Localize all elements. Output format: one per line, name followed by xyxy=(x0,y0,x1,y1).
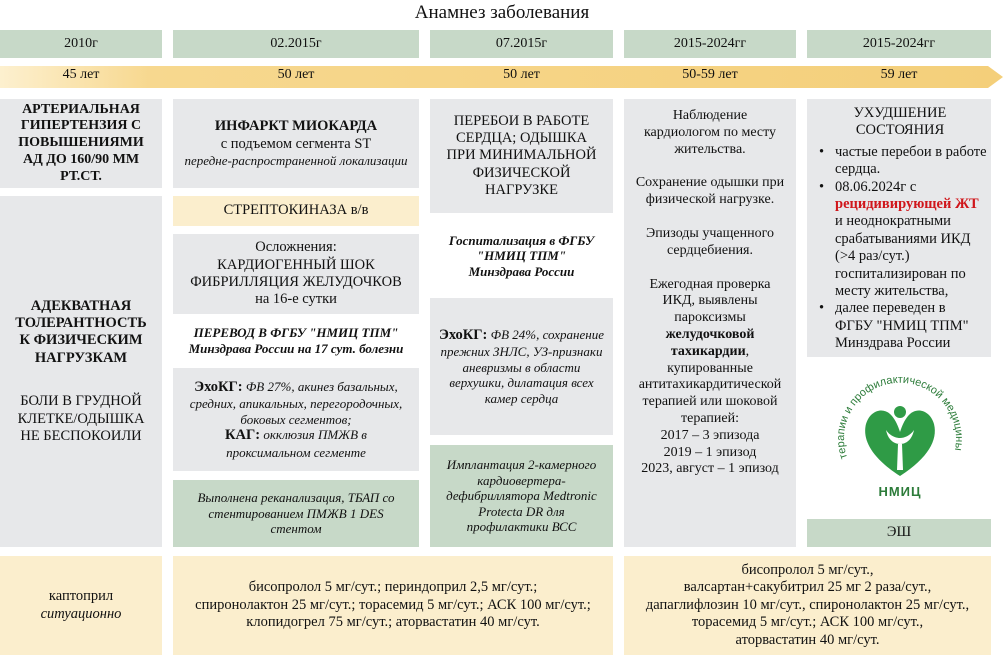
worsening-box xyxy=(807,99,991,357)
therapy-3-line3: дапаглифлозин 10 мг/сут., спиронолактон 25 мг/сут., xyxy=(645,596,970,613)
period-header-4: 2015-2024гг xyxy=(624,30,796,58)
complications-head: Осложнения: xyxy=(255,239,337,256)
mi-localization: передне-распространенной локализации xyxy=(184,153,408,169)
therapy-3-line2: валсартан+сакубитрил 25 мг 2 раза/сут., xyxy=(683,579,932,596)
worsening-item-1: • частые перебои в работе сердца. xyxy=(813,144,987,179)
recanalization-text: Выполнена реканализация, ТБАП со стентированием ПМЖВ 1 DES стентом xyxy=(197,490,395,537)
echo-box-2 xyxy=(430,298,613,435)
followup-p4: Ежегодная проверка ИКД, выявлены пароксизмы желудочковой тахикардии, купированные антитахикардитической терапией или шоковой терапией: xyxy=(638,276,782,426)
echo-kag-box-1 xyxy=(173,368,419,471)
age-label-1: 45 лет xyxy=(62,67,100,82)
episode-2023: 2023, август – 1 эпизод xyxy=(641,461,779,477)
echo-text-2: ФВ 24%, сохранение прежних ЗНЛС, УЗ-признаки аневризмы в области верхушки, дилатация всех камер сердца xyxy=(440,326,604,406)
page-title: Анамнез заболевания xyxy=(414,2,590,23)
complication-day: на 16-е сутки xyxy=(255,291,337,308)
mi-box xyxy=(173,99,419,188)
nmic-logo xyxy=(826,364,974,512)
worsening-list xyxy=(813,144,987,353)
icd-box xyxy=(430,445,613,547)
echo-label-1: ЭхоКГ: xyxy=(194,378,243,395)
streptokinase-box xyxy=(173,196,419,226)
therapy-2-line1: бисопролол 5 мг/сут.; периндоприл 2,5 мг/сут.; xyxy=(248,579,538,596)
streptokinase-text: СТРЕПТОКИНАЗА в/в xyxy=(223,202,369,219)
symptoms-text: ПЕРЕБОИ В РАБОТЕ СЕРДЦА; ОДЫШКА ПРИ МИНИМАЛЬНОЙ ФИЗИЧЕСКОЙ НАГРУЗКЕ xyxy=(446,112,597,199)
worsening-item-3: • далее переведен в ФГБУ "НМИЦ ТПМ" Минздрава России xyxy=(813,300,987,352)
logo-abbr: НМИЦ xyxy=(878,484,922,499)
hypertension-box xyxy=(0,99,162,188)
worsening-title: УХУДШЕНИЕ СОСТОЯНИЯ xyxy=(853,105,947,139)
therapy-box-2 xyxy=(173,556,613,655)
mi-title: ИНФАРКТ МИОКАРДА xyxy=(214,118,378,135)
transfer-box xyxy=(173,319,419,363)
period-header-5: 2015-2024гг xyxy=(807,30,991,58)
complication-vf: ФИБРИЛЛЯЦИЯ ЖЕЛУДОЧКОВ xyxy=(190,274,402,290)
therapy-2-line3: клопидогрел 75 мг/сут.; аторвастатин 40 мг/сут. xyxy=(246,614,540,631)
tolerance-box xyxy=(0,196,162,547)
followup-p2: Сохранение одышки при физической нагрузке. xyxy=(635,175,785,208)
recanalization-box xyxy=(173,480,419,547)
age-label-2: 50 лет xyxy=(277,67,315,82)
hypertension-text: АРТЕРИАЛЬНАЯ ГИПЕРТЕНЗИЯ С ПОВЫШЕНИЯМИ АД ДО 160/90 ММ РТ.СТ. xyxy=(18,101,144,184)
worsening-item-2: • 08.06.2024г с рецидивирующей ЖТ и неоднократными срабатываниями ИКД (>4 раз/сут.) госпитализирован по месту жительства, xyxy=(813,179,987,301)
mi-subtitle: с подъемом сегмента ST xyxy=(220,135,372,152)
tolerance-text: АДЕКВАТНАЯ ТОЛЕРАНТНОСТЬ К ФИЗИЧЕСКИМ НАГРУЗКАМ xyxy=(15,297,147,366)
age-label-4: 50-59 лет xyxy=(682,67,738,82)
kag-text: окклюзия ПМЖВ в проксимальном сегменте xyxy=(226,427,367,460)
complaints-text: БОЛИ В ГРУДНОЙ КЛЕТКЕ/ОДЫШКА НЕ БЕСПОКОИЛИ xyxy=(17,393,145,444)
age-label-3: 50 лет xyxy=(503,67,540,82)
esh-text: ЭШ xyxy=(886,524,912,541)
echo-text-1: ФВ 27%, акинез базальных, средних, апикальных, перегородочных, боковых сегментов; xyxy=(189,378,403,427)
episode-2017: 2017 – 3 эпизода xyxy=(660,427,760,443)
therapy-1-line1: каптоприл xyxy=(48,588,114,605)
followup-box xyxy=(624,99,796,547)
period-header-2: 02.2015г xyxy=(173,30,419,58)
followup-p3: Эпизоды учащенного сердцебиения. xyxy=(646,225,774,258)
hospitalization-box xyxy=(430,225,613,287)
age-label-5: 59 лет xyxy=(880,67,918,82)
therapy-3-line1: бисопролол 5 мг/сут., xyxy=(741,562,874,579)
therapy-3-line4: торасемид 5 мг/сут.; АСК 100 мг/сут., xyxy=(691,614,924,631)
symptoms-box xyxy=(430,99,613,213)
therapy-box-3 xyxy=(624,556,991,655)
kag-label: КАГ: xyxy=(225,427,261,444)
followup-p1: Наблюдение кардиологом по месту жительства. xyxy=(643,108,777,157)
complication-shock: КАРДИОГЕННЫЙ ШОК xyxy=(217,256,375,273)
episode-2019: 2019 – 1 эпизод xyxy=(663,444,757,460)
period-header-1: 2010г xyxy=(0,30,162,58)
therapy-box-1 xyxy=(0,556,162,655)
complications-box xyxy=(173,234,419,314)
logo-ring-text: терапии и профилактической медицины xyxy=(834,373,966,461)
period-header-3: 07.2015г xyxy=(430,30,613,58)
esh-box xyxy=(807,519,991,547)
therapy-3-line5: аторвастатин 40 мг/сут. xyxy=(735,631,880,648)
therapy-2-line2: спиронолактон 25 мг/сут.; торасемид 5 мг/сут.; АСК 100 мг/сут.; xyxy=(195,596,591,613)
transfer-text: ПЕРЕВОД В ФГБУ "НМИЦ ТПМ" Минздрава России на 17 сут. болезни xyxy=(188,325,404,356)
therapy-1-line2: ситуационно xyxy=(40,605,122,622)
echo-label-2: ЭхоКГ: xyxy=(439,326,488,343)
icd-text: Имплантация 2-камерного кардиовертера-дефибриллятора Medtronic Protecta DR для профилактики ВСС xyxy=(446,457,597,535)
hospitalization-text: Госпитализация в ФГБУ "НМИЦ ТПМ" Минздрава России xyxy=(448,232,595,279)
